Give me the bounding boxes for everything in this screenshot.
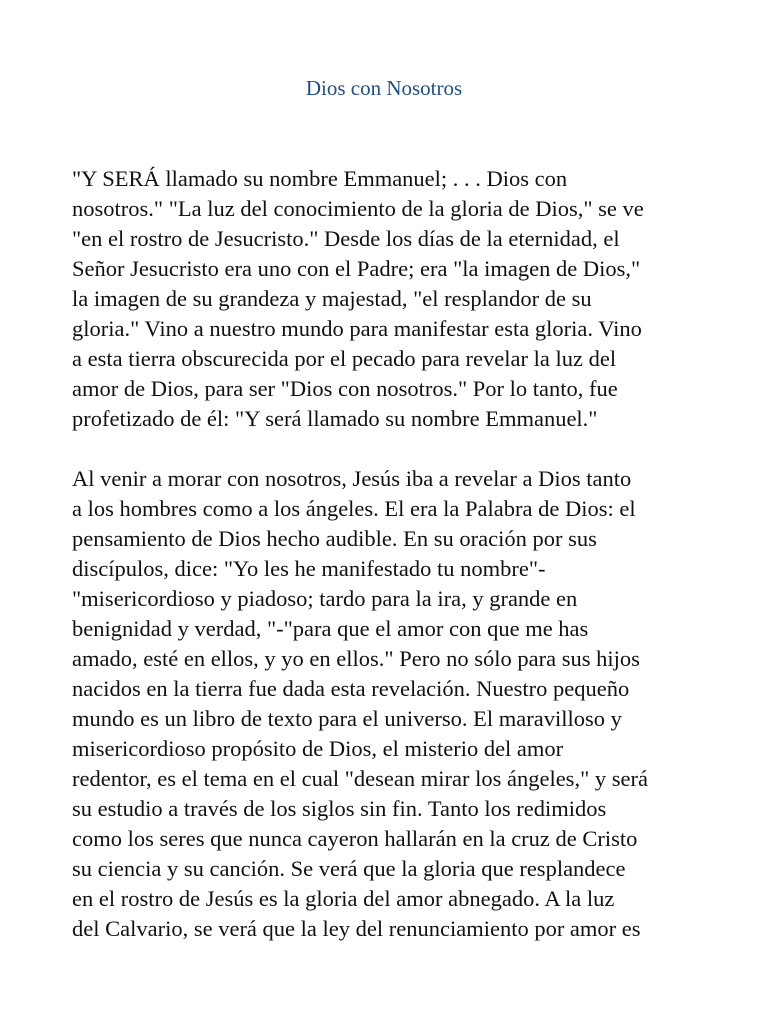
document-title: Dios con Nosotros xyxy=(305,76,463,100)
text-line: Señor Jesucristo era uno con el Padre; era "la imagen de Dios," xyxy=(72,256,641,281)
paragraph-2 xyxy=(72,464,712,944)
text-line: a esta tierra obscurecida por el pecado para revelar la luz del xyxy=(72,346,617,371)
text-line: mundo es un libro de texto para el universo. El maravilloso y xyxy=(72,706,622,731)
text-line: su ciencia y su canción. Se verá que la gloria que resplandece xyxy=(72,856,626,881)
text-line: amado, esté en ellos, y yo en ellos." Pero no sólo para sus hijos xyxy=(72,646,640,671)
document-body xyxy=(72,164,712,974)
text-line: nosotros." "La luz del conocimiento de la gloria de Dios," se ve xyxy=(72,196,644,221)
text-line: pensamiento de Dios hecho audible. En su oración por sus xyxy=(72,526,597,551)
text-line: "misericordioso y piadoso; tardo para la ira, y grande en xyxy=(72,586,578,611)
text-line: discípulos, dice: "Yo les he manifestado tu nombre"- xyxy=(72,556,546,581)
text-line: benignidad y verdad, "-"para que el amor con que me has xyxy=(72,616,589,641)
paragraph-1 xyxy=(72,164,712,434)
text-line: "en el rostro de Jesucristo." Desde los días de la eternidad, el xyxy=(72,226,620,251)
text-line: la imagen de su grandeza y majestad, "el resplandor de su xyxy=(72,286,592,311)
text-line: del Calvario, se verá que la ley del renunciamiento por amor es xyxy=(72,916,641,941)
text-line: "Y SERÁ llamado su nombre Emmanuel; . . . Dios con xyxy=(72,166,568,191)
text-line: su estudio a través de los siglos sin fin. Tanto los redimidos xyxy=(72,796,607,821)
text-line: profetizado de él: "Y será llamado su nombre Emmanuel." xyxy=(72,406,598,431)
text-line: amor de Dios, para ser "Dios con nosotros." Por lo tanto, fue xyxy=(72,376,618,401)
text-line: como los seres que nunca cayeron hallarán en la cruz de Cristo xyxy=(72,826,638,851)
text-line: gloria." Vino a nuestro mundo para manifestar esta gloria. Vino xyxy=(72,316,642,341)
text-line: a los hombres como a los ángeles. El era la Palabra de Dios: el xyxy=(72,496,636,521)
text-line: nacidos en la tierra fue dada esta revelación. Nuestro pequeño xyxy=(72,676,630,701)
text-line: en el rostro de Jesús es la gloria del amor abnegado. A la luz xyxy=(72,886,615,911)
text-line: misericordioso propósito de Dios, el misterio del amor xyxy=(72,736,564,761)
text-line: Al venir a morar con nosotros, Jesús iba a revelar a Dios tanto xyxy=(72,466,632,491)
text-line: redentor, es el tema en el cual "desean mirar los ángeles," y será xyxy=(72,766,648,791)
